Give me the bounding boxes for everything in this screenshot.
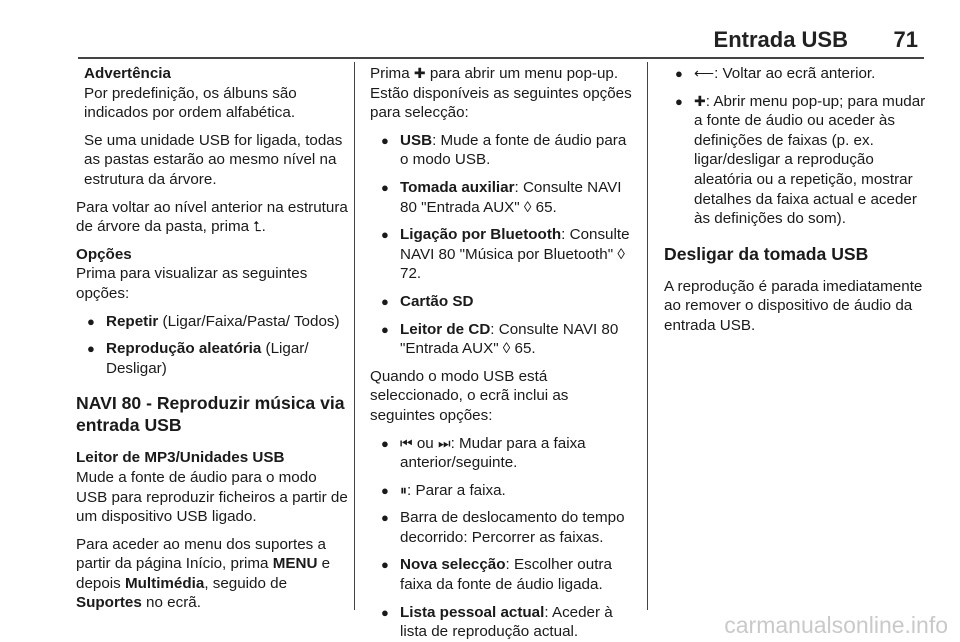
options-heading: Opções (76, 245, 132, 263)
plus-icon: ✚ (413, 65, 426, 81)
note-box (76, 64, 348, 190)
bullet-icon: ● (381, 179, 389, 195)
list-item: ● Reprodução aleatória (Ligar/ Desligar) (87, 340, 309, 377)
page-header (0, 0, 960, 60)
bullet-icon: ● (87, 313, 95, 329)
previous-track-icon: ⏮ (400, 434, 413, 451)
bullet-icon: ● (381, 293, 389, 309)
list-item: ● Nova selecção: Escolher outra faixa da fonte de áudio ligada. (381, 556, 612, 594)
bullet-icon: ● (381, 435, 389, 451)
page-title: Entrada USB (713, 27, 848, 52)
bullet-icon: ● (381, 510, 389, 526)
list-item: ● Leitor de CD: Consulte NAVI 80 "Entrada AUX" ◊ 65. (381, 320, 619, 358)
note-paragraph-2: Se uma unidade USB for ligada, todas as pastas estarão ao mesmo nível na estrutura da árvore. (84, 131, 343, 188)
bullet-icon: ● (381, 321, 389, 337)
disconnect-text: A reprodução é parada imediatamente ao remover o dispositivo de áudio da entrada USB. (664, 277, 923, 334)
options-text: Prima para visualizar as seguintes opções: (76, 265, 308, 302)
source-list (370, 131, 636, 359)
mp3-heading: Leitor de MP3/Unidades USB (76, 449, 285, 467)
section-heading-disconnect: Desligar da tomada USB (664, 243, 869, 264)
back-arrow-icon: ⟵ (694, 65, 715, 81)
bullet-icon: ● (675, 66, 683, 81)
column-2 (370, 64, 636, 642)
note-title: Advertência (84, 65, 171, 82)
bullet-icon: ● (381, 132, 389, 148)
note-paragraph-1: Por predefinição, os álbuns são indicados por ordem alfabética. (84, 84, 297, 122)
menu-paragraph: Para aceder ao menu dos suportes a partir da página Início, prima MENU e depois Multimédia, seguido de Suportes no ecrã. (76, 535, 331, 612)
return-icon: ⮤ (253, 218, 262, 235)
controls-list (370, 434, 636, 642)
bullet-icon: ● (381, 604, 389, 620)
options-list (76, 312, 348, 379)
list-item: ● USB: Mude a fonte de áudio para o modo USB. (381, 131, 627, 169)
column-3 (664, 64, 930, 344)
list-item: ● ⏮ ou ⏭: Mudar para a faixa anterior/seguinte. (381, 434, 586, 472)
plus-icon: ✚ (694, 92, 706, 109)
column-divider-1 (354, 62, 355, 610)
list-item: ● ⟵: Voltar ao ecrã anterior. (675, 65, 876, 82)
list-item: ● ⏸: Parar a faixa. (381, 481, 506, 499)
popup-intro: Prima ✚ para abrir um menu pop-up. Estão disponíveis as seguintes opções para selecção: (370, 65, 632, 122)
list-item: ● Cartão SD (381, 292, 474, 310)
list-item: ● Tomada auxiliar: Consulte NAVI 80 "Entrada AUX" ◊ 65. (381, 178, 622, 216)
list-item: ● Repetir (Ligar/Faixa/Pasta/ Todos) (87, 312, 340, 330)
column-1 (76, 64, 348, 621)
list-item: ● Lista pessoal actual: Aceder à lista de reprodução actual. (381, 603, 613, 641)
list-item: ● Barra de deslocamento do tempo decorrido: Percorrer as faixas. (381, 509, 625, 546)
mp3-text: Mude a fonte de áudio para o modo USB para reproduzir ficheiros a partir de um dispositivo USB ligado. (76, 468, 348, 526)
watermark: carmanualsonline.info (724, 612, 948, 638)
pause-icon: ⏸ (400, 481, 407, 498)
usb-mode-text: Quando o modo USB está seleccionado, o ecrã inclui as seguintes opções: (370, 367, 569, 424)
bullet-icon: ● (87, 341, 95, 357)
bullet-icon: ● (381, 557, 389, 573)
page-number: 71 (893, 27, 918, 52)
bullet-icon: ● (381, 227, 389, 243)
section-heading-navi80: NAVI 80 - Reproduzir música via entrada USB (76, 393, 345, 436)
column-divider-2 (647, 62, 648, 610)
nav-list (664, 64, 930, 229)
list-item: ● Ligação por Bluetooth: Consulte NAVI 80 "Música por Bluetooth" ◊ 72. (381, 226, 630, 283)
header-rule (78, 57, 924, 59)
next-track-icon: ⏭ (437, 434, 451, 451)
bullet-icon: ● (675, 93, 683, 109)
return-paragraph: Para voltar ao nível anterior na estrutura de árvore da pasta, prima ⮤. (76, 198, 348, 236)
bullet-icon: ● (381, 482, 389, 498)
list-item: ● ✚: Abrir menu pop-up; para mudar a fonte de áudio ou aceder às definições de faixas (p. ex. ligar/desligar a reprodução aleatória ou a repetição, mostrar detalhes da faixa actual e aceder às definições do som). (675, 92, 926, 228)
